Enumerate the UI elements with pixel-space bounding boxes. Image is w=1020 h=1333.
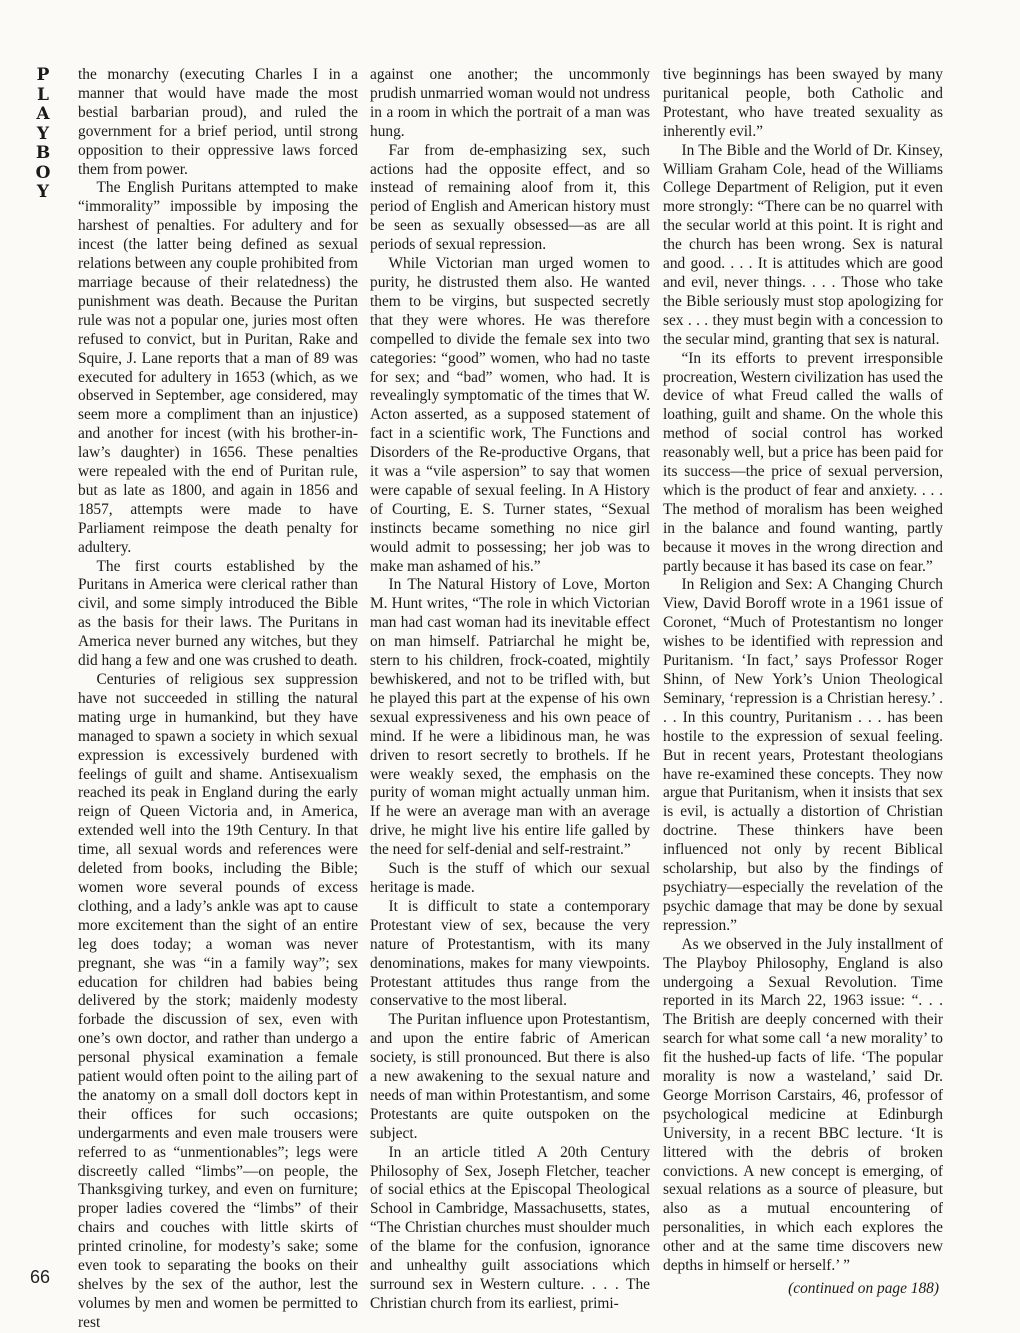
masthead-letter: Y bbox=[36, 182, 50, 202]
masthead-letter: P bbox=[36, 65, 50, 85]
continued-note: (continued on page 188) bbox=[788, 1280, 939, 1297]
paragraph: “In its efforts to prevent irresponsible procreation, Western civilization has used the device of what Freud called the walls of loathing, guilt and shame. On the whole this method of social control has worked reasonably well, but a price has been paid for its success—the price of sexual perversion, which is the product of fear and anxiety. . . . The method of moralism has been weighed in the balance and found wanting, partly because it moves in the wrong direction and partly because it has based its case on fear.” bbox=[663, 349, 943, 575]
paragraph: tive beginnings has been swayed by many puritanical people, both Catholic and Protestant, who have treated sexuality as inherently evil.” bbox=[663, 66, 943, 140]
text-column-1 bbox=[78, 66, 358, 1331]
magazine-masthead bbox=[28, 66, 58, 203]
paragraph: The English Puritans attempted to make “immorality” impossible by imposing the harshest of penalties. For adultery and for incest (the latter being defined as sexual relations between any couple prohibited from marriage because of their relatedness) the punishment was death. Because the Puritan rule was not a popular one, juries most often refused to convict, but in Puritan, Rake and Squire, J. Lane reports that a man of 89 was executed for adultery in 1653 (which, as we observed in September, age considered, may seem more a compliment than an injustice) and another for incest (with his brother-in-law’s daughter) in 1656. These penalties were repealed with the end of Puritan rule, but as late as 1800, and again in 1856 and 1857, attempts were made to have Parliament reimpose the death penalty for adultery. bbox=[78, 179, 358, 556]
paragraph: It is difficult to state a contemporary Protestant view of sex, because the very nature of Protestantism, with its many denominations, makes for many viewpoints. Protestant attitudes thus range from the conservative to the most liberal. bbox=[370, 897, 650, 1010]
paragraph: Centuries of religious sex suppression have not succeeded in stilling the natural mating urge in humankind, but they have managed to spawn a society in which sexual expression is excessively burdened with feelings of guilt and shame. Antisexualism reached its peak in England during the early reign of Queen Victoria and, in America, extended well into the 19th Century. In that time, all sexual words and references were deleted from books, including the Bible; women wore several pounds of excess clothing, and a lady’s ankle was apt to cause more excitement than the sight of an entire leg does today; a woman was never pregnant, she was “in a family way”; sex education for children had babies being delivered by the stork; maidenly modesty forbade the discussion of sex, even with one’s own doctor, and rather than undergo a personal physical examination a female patient would often point to the ailing part of the anatomy on a small doll doctors kept in their offices for such occasions; undergarments and even male trousers were referred to as “unmentionables”; legs were discreetly called “limbs”—on people, the Thanksgiving turkey, and even on furniture; proper ladies covered the “limbs” of their chairs and couches with little skirts of printed crinoline, for modesty’s sake; some even took to separating the books on their shelves by the sex of the author, lest the volumes by men and women be permitted to rest bbox=[78, 671, 358, 1331]
paragraph: In The Natural History of Love, Morton M. Hunt writes, “The role in which Victorian man had cast woman had its inevitable effect on man himself. Patriarchal he might be, stern to his children, frock-coated, mightily bewhiskered, and not to be trifled with, but he played this part at the expense of his own sexual expressiveness and his own peace of mind. If he were a libidinous man, he was driven to resort secretly to brothels. If he were weakly sexed, the emphasis on the purity of woman might actually unman him. If he were an average man with an average drive, he might live his entire life galled by the need for self-denial and self-restraint.” bbox=[370, 576, 650, 859]
paragraph: against one another; the uncommonly prudish unmarried woman would not undress in a room in which the portrait of a man was hung. bbox=[370, 66, 650, 140]
masthead-letter: Y bbox=[36, 123, 50, 144]
paragraph: In an article titled A 20th Century Philosophy of Sex, Joseph Fletcher, teacher of social ethics at the Episcopal Theological School in Cambridge, Massachusetts, states, “The Christian churches must shoulder much of the blame for the confusion, ignorance and unhealthy guilt associations which surround sex in Western culture. . . . The Christian church from its earliest, primi- bbox=[370, 1143, 650, 1312]
paragraph: As we observed in the July installment of The Playboy Philosophy, England is also undergoing a Sexual Revolution. Time reported in its March 22, 1963 issue: “. . . The British are deeply concerned with their search for what some call ‘a new morality’ to fit the hushed-up facts of life. ‘The popular morality is now a wasteland,’ said Dr. George Morrison Carstairs, 46, professor of psychological medicine at Edinburgh University, in a recent BBC lecture. ‘It is littered with the debris of broken convictions. A new concept is emerging, of sexual relations as a source of pleasure, but also as a mutual encountering of personalities, in which each explores the other and at the same time discovers new depths in himself or herself.’ ” bbox=[663, 935, 943, 1275]
paragraph: Far from de-emphasizing sex, such actions had the opposite effect, and so instead of remaining aloof from it, this period of English and American history must be seen as sexually obsessed—as are all periods of sexual repression. bbox=[370, 141, 650, 254]
paragraph: While Victorian man urged women to purity, he distrusted them also. He wanted them to be virgins, but suspected secretly that they were whores. He was therefore compelled to divide the female sex into two categories: “good” women, who had no taste for sex; and “bad” women, who had. It is revealingly symptomatic of the times that W. Acton asserted, as a supposed statement of fact in a scientific work, The Functions and Disorders of the Re-productive Organs, that it was a “vile aspersion” to say that women were capable of sexual feeling. In A History of Courting, E. S. Turner states, “Sexual instincts became something no nice girl would admit to possessing; her job was to make man ashamed of his.” bbox=[370, 255, 650, 575]
masthead-letter: B bbox=[35, 143, 51, 163]
paragraph: In The Bible and the World of Dr. Kinsey, William Graham Cole, head of the Williams College Department of Religion, put it even more strongly: “There can be no quarrel with the secular world at this point. It is right and the church has been wrong. Sex is natural and good. . . . It is attitudes which are good and evil, never things. . . . Those who take the Bible seriously must stop apologizing for sex . . . they must begin with a concession to the secular mind, granting that sex is natural. bbox=[663, 141, 943, 348]
masthead-letter: L bbox=[37, 84, 49, 105]
paragraph: The Puritan influence upon Protestantism, and upon the entire fabric of American society, is still pronounced. But there is also a new awakening to the sexual nature and needs of man within Protestantism, and some Protestants are quite outspoken on the subject. bbox=[370, 1011, 650, 1142]
masthead-letter: O bbox=[35, 162, 51, 183]
paragraph: the monarchy (executing Charles I in a manner that would have made the most bestial barbarian proud), and ruled the government for a brief period, until strong opposition to their oppressive laws forced them from power. bbox=[78, 66, 358, 178]
paragraph: In Religion and Sex: A Changing Church View, David Boroff wrote in a 1961 issue of Coronet, “Much of Protestantism no longer wishes to be identified with repression and Puritanism. ‘In fact,’ says Professor Roger Shinn, of New York’s Union Theological Seminary, ‘repression is a Christian heresy.’ . . . In this country, Puritanism . . . has been hostile to the expression of sexual feeling. But in recent years, Protestant theologians have re-examined these concepts. They now argue that Puritanism, when it insists that sex is evil, is actually a distortion of Christian doctrine. These thinkers have been influenced not only by recent Biblical scholarship, but also by the findings of psychiatry—especially the revelation of the psychic damage that may be done by sexual repression.” bbox=[663, 576, 943, 934]
masthead-letter: A bbox=[36, 104, 50, 124]
paragraph: The first courts established by the Puritans in America were clerical rather than civil, and some simply introduced the Bible as the basis for their laws. The Puritans in America never burned any witches, but they did hang a few and one was crushed to death. bbox=[78, 557, 358, 670]
paragraph: Such is the stuff of which our sexual heritage is made. bbox=[370, 860, 650, 896]
text-column-2 bbox=[370, 66, 650, 1312]
page-number: 66 bbox=[30, 1267, 51, 1287]
text-column-3 bbox=[663, 66, 943, 1306]
